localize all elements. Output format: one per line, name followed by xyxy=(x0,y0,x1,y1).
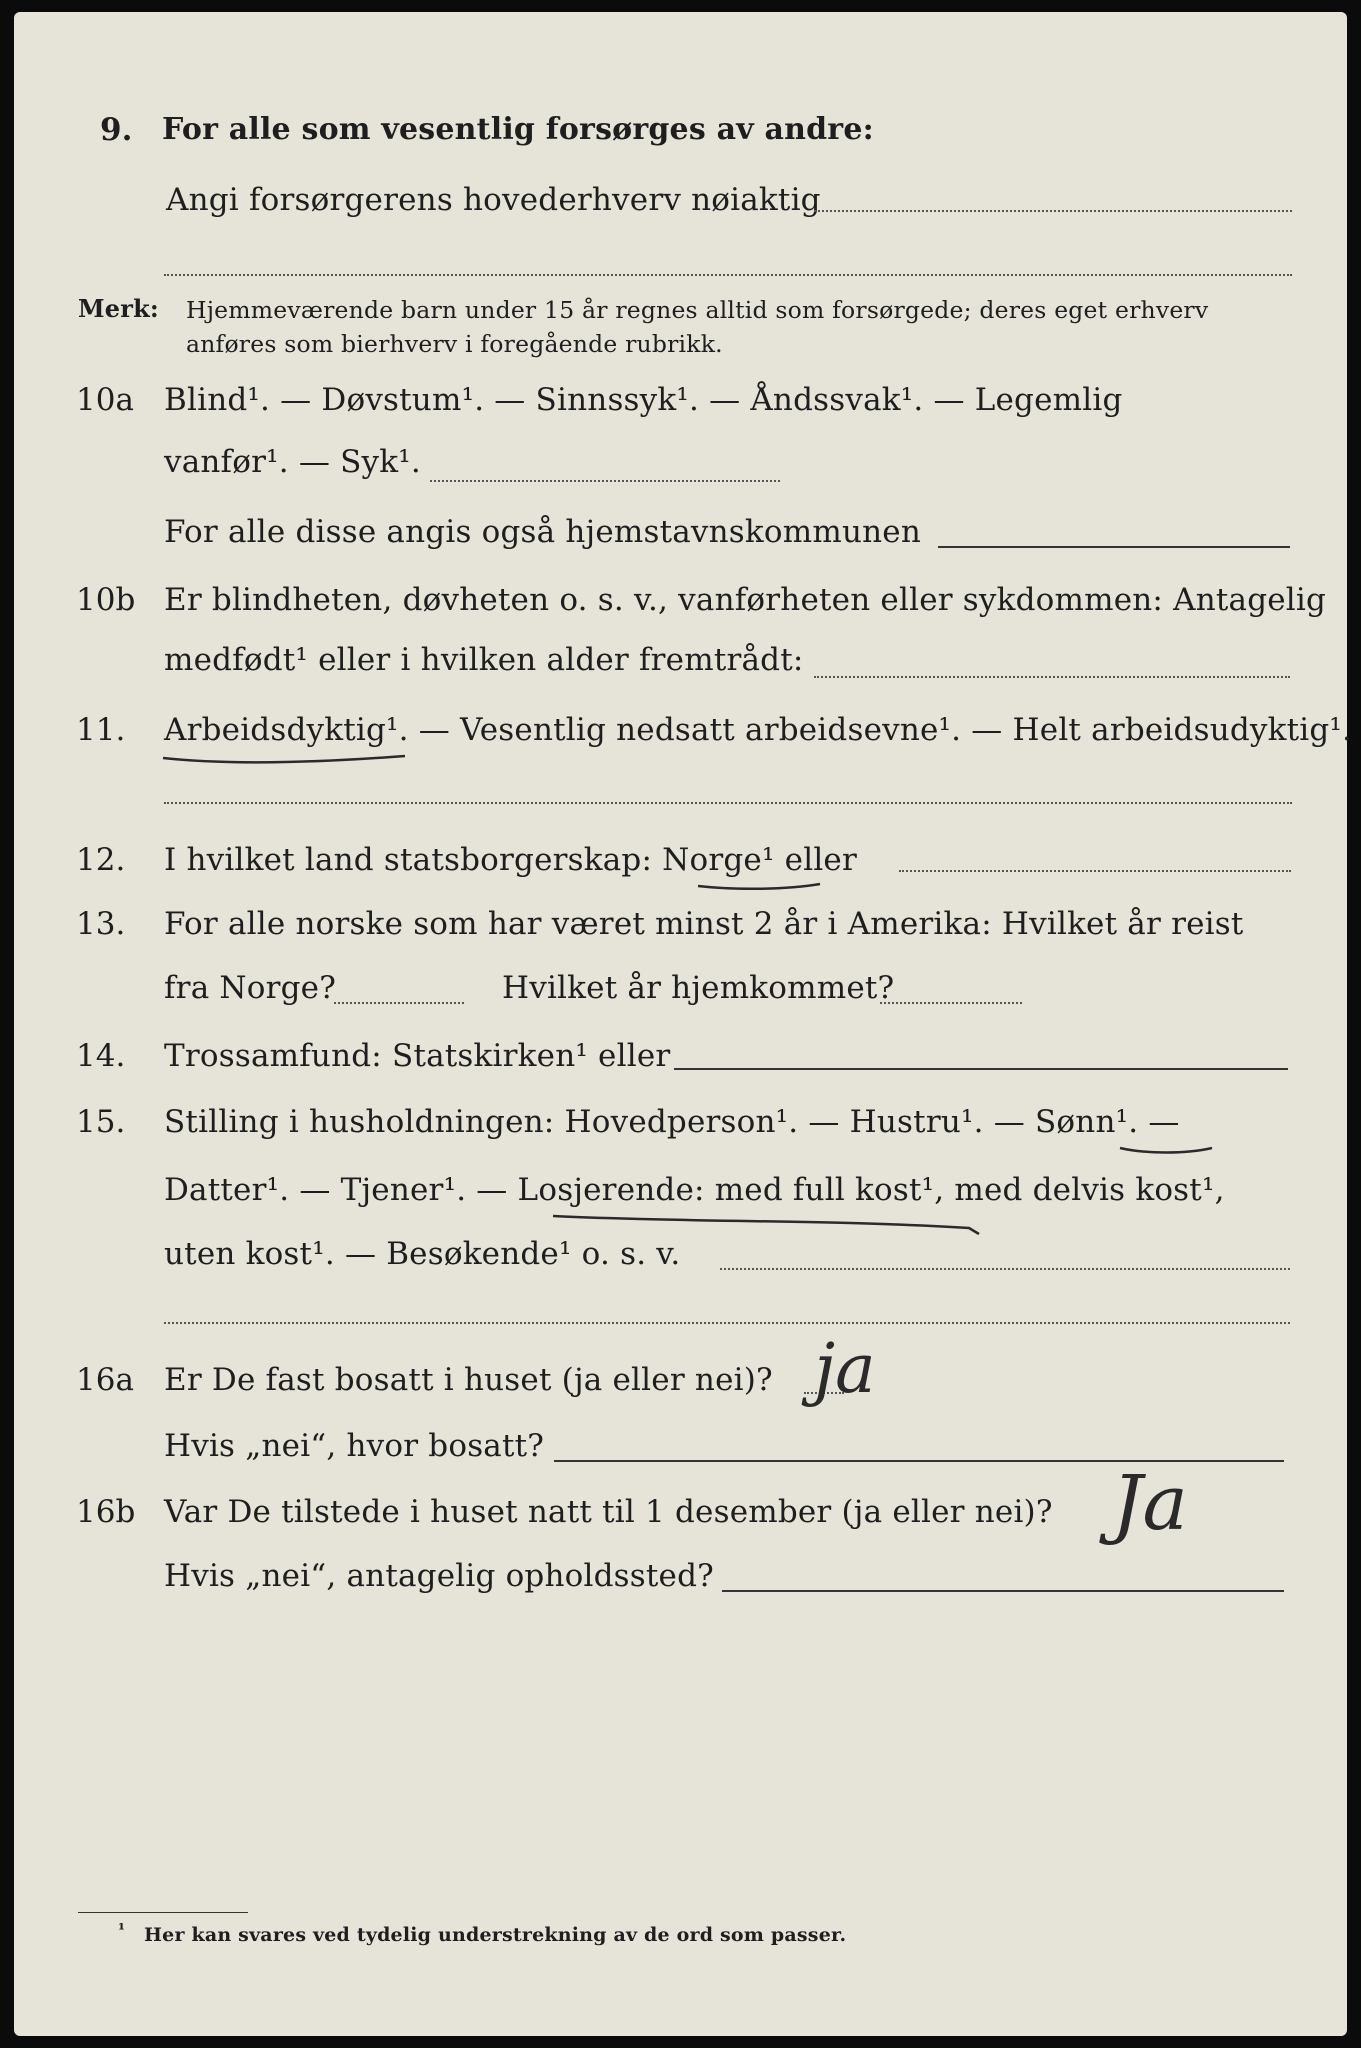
q9-answer-line[interactable] xyxy=(814,210,1292,212)
q15-sonn-underline xyxy=(1116,1142,1216,1158)
q12-handwritten-underline xyxy=(694,878,824,894)
q16b-line-1: Var De tilstede i huset natt til 1 desember (ja eller nei)? xyxy=(164,1494,1053,1530)
merk-line-2: anføres som bierhverv i foregående rubrikk. xyxy=(186,330,723,358)
q15-line-2: Datter¹. — Tjener¹. — Losjerende: med full kost¹, med delvis kost¹, xyxy=(164,1172,1225,1208)
q13-number: 13. xyxy=(76,906,126,942)
q10b-number: 10b xyxy=(76,582,136,618)
q10b-line-1: Er blindheten, døvheten o. s. v., vanførheten eller sykdommen: Antagelig xyxy=(164,582,1327,618)
q16b-number: 16b xyxy=(76,1494,136,1530)
q10a-line-3: For alle disse angis også hjemstavnskommunen xyxy=(164,514,921,550)
q15-answer-line[interactable] xyxy=(720,1268,1290,1270)
q13-reist-answer-line[interactable] xyxy=(334,1002,464,1004)
q16a-number: 16a xyxy=(76,1362,134,1398)
q13-line-2b: Hvilket år hjemkommet? xyxy=(502,970,895,1006)
q9-title: For alle som vesentlig forsørges av andre: xyxy=(162,112,874,147)
q15-line-3: uten kost¹. — Besøkende¹ o. s. v. xyxy=(164,1236,681,1272)
census-form-page xyxy=(14,12,1353,2036)
q10b-line-2: medfødt¹ eller i hvilken alder fremtrådt: xyxy=(164,642,804,678)
q14-text: Trossamfund: Statskirken¹ eller xyxy=(164,1038,671,1074)
q12-answer-line[interactable] xyxy=(899,870,1291,872)
q16a-line-1: Er De fast bosatt i huset (ja eller nei)? xyxy=(164,1362,773,1398)
q10a-answer-line-2[interactable] xyxy=(938,546,1290,548)
q16b-line-2: Hvis „nei“, antagelig opholdssted? xyxy=(164,1558,714,1594)
q9-answer-line-2[interactable] xyxy=(164,274,1292,276)
q10b-answer-line[interactable] xyxy=(814,676,1290,678)
merk-line-1: Hjemmeværende barn under 15 år regnes alltid som forsørgede; deres eget erhverv xyxy=(186,296,1209,324)
q16a-line-2: Hvis „nei“, hvor bosatt? xyxy=(164,1428,545,1464)
q10a-number: 10a xyxy=(76,382,134,418)
q11-number: 11. xyxy=(76,712,126,748)
merk-label: Merk: xyxy=(78,294,159,323)
q11-handwritten-underline xyxy=(159,750,409,770)
footnote-text: Her kan svares ved tydelig understrekning av de ord som passer. xyxy=(144,1924,847,1946)
q9-number: 9. xyxy=(100,112,133,148)
q9-prompt: Angi forsørgerens hovederhverv nøiaktig xyxy=(166,182,821,218)
q11-text: Arbeidsdyktig¹. — Vesentlig nedsatt arbeidsevne¹. — Helt arbeidsudyktig¹. xyxy=(164,712,1353,748)
q16a-handwritten-answer: ja xyxy=(814,1330,876,1409)
q11-answer-line[interactable] xyxy=(164,802,1292,804)
q15-line-1: Stilling i husholdningen: Hovedperson¹. — Hustru¹. — Sønn¹. — xyxy=(164,1104,1180,1140)
footnote-rule xyxy=(78,1912,248,1913)
footnote-mark: ¹ xyxy=(118,1920,126,1939)
q16b-answer-line[interactable] xyxy=(722,1590,1284,1592)
q13-hjemkommet-answer-line[interactable] xyxy=(880,1002,1022,1004)
q15-answer-line-2[interactable] xyxy=(164,1322,1290,1324)
q15-number: 15. xyxy=(76,1104,126,1140)
q16b-handwritten-answer: Ja xyxy=(1112,1458,1188,1547)
q13-line-2a: fra Norge? xyxy=(164,970,337,1006)
q10a-line-1: Blind¹. — Døvstum¹. — Sinnssyk¹. — Åndssvak¹. — Legemlig xyxy=(164,382,1123,418)
q15-losjerende-underline xyxy=(549,1208,989,1238)
q14-answer-line[interactable] xyxy=(674,1068,1288,1070)
q10a-answer-line[interactable] xyxy=(430,480,780,482)
q12-number: 12. xyxy=(76,842,126,878)
q14-number: 14. xyxy=(76,1038,126,1074)
q10a-line-2: vanfør¹. — Syk¹. xyxy=(164,444,421,480)
q13-line-1: For alle norske som har været minst 2 år i Amerika: Hvilket år reist xyxy=(164,906,1244,942)
q12-text: I hvilket land statsborgerskap: Norge¹ eller xyxy=(164,842,857,878)
